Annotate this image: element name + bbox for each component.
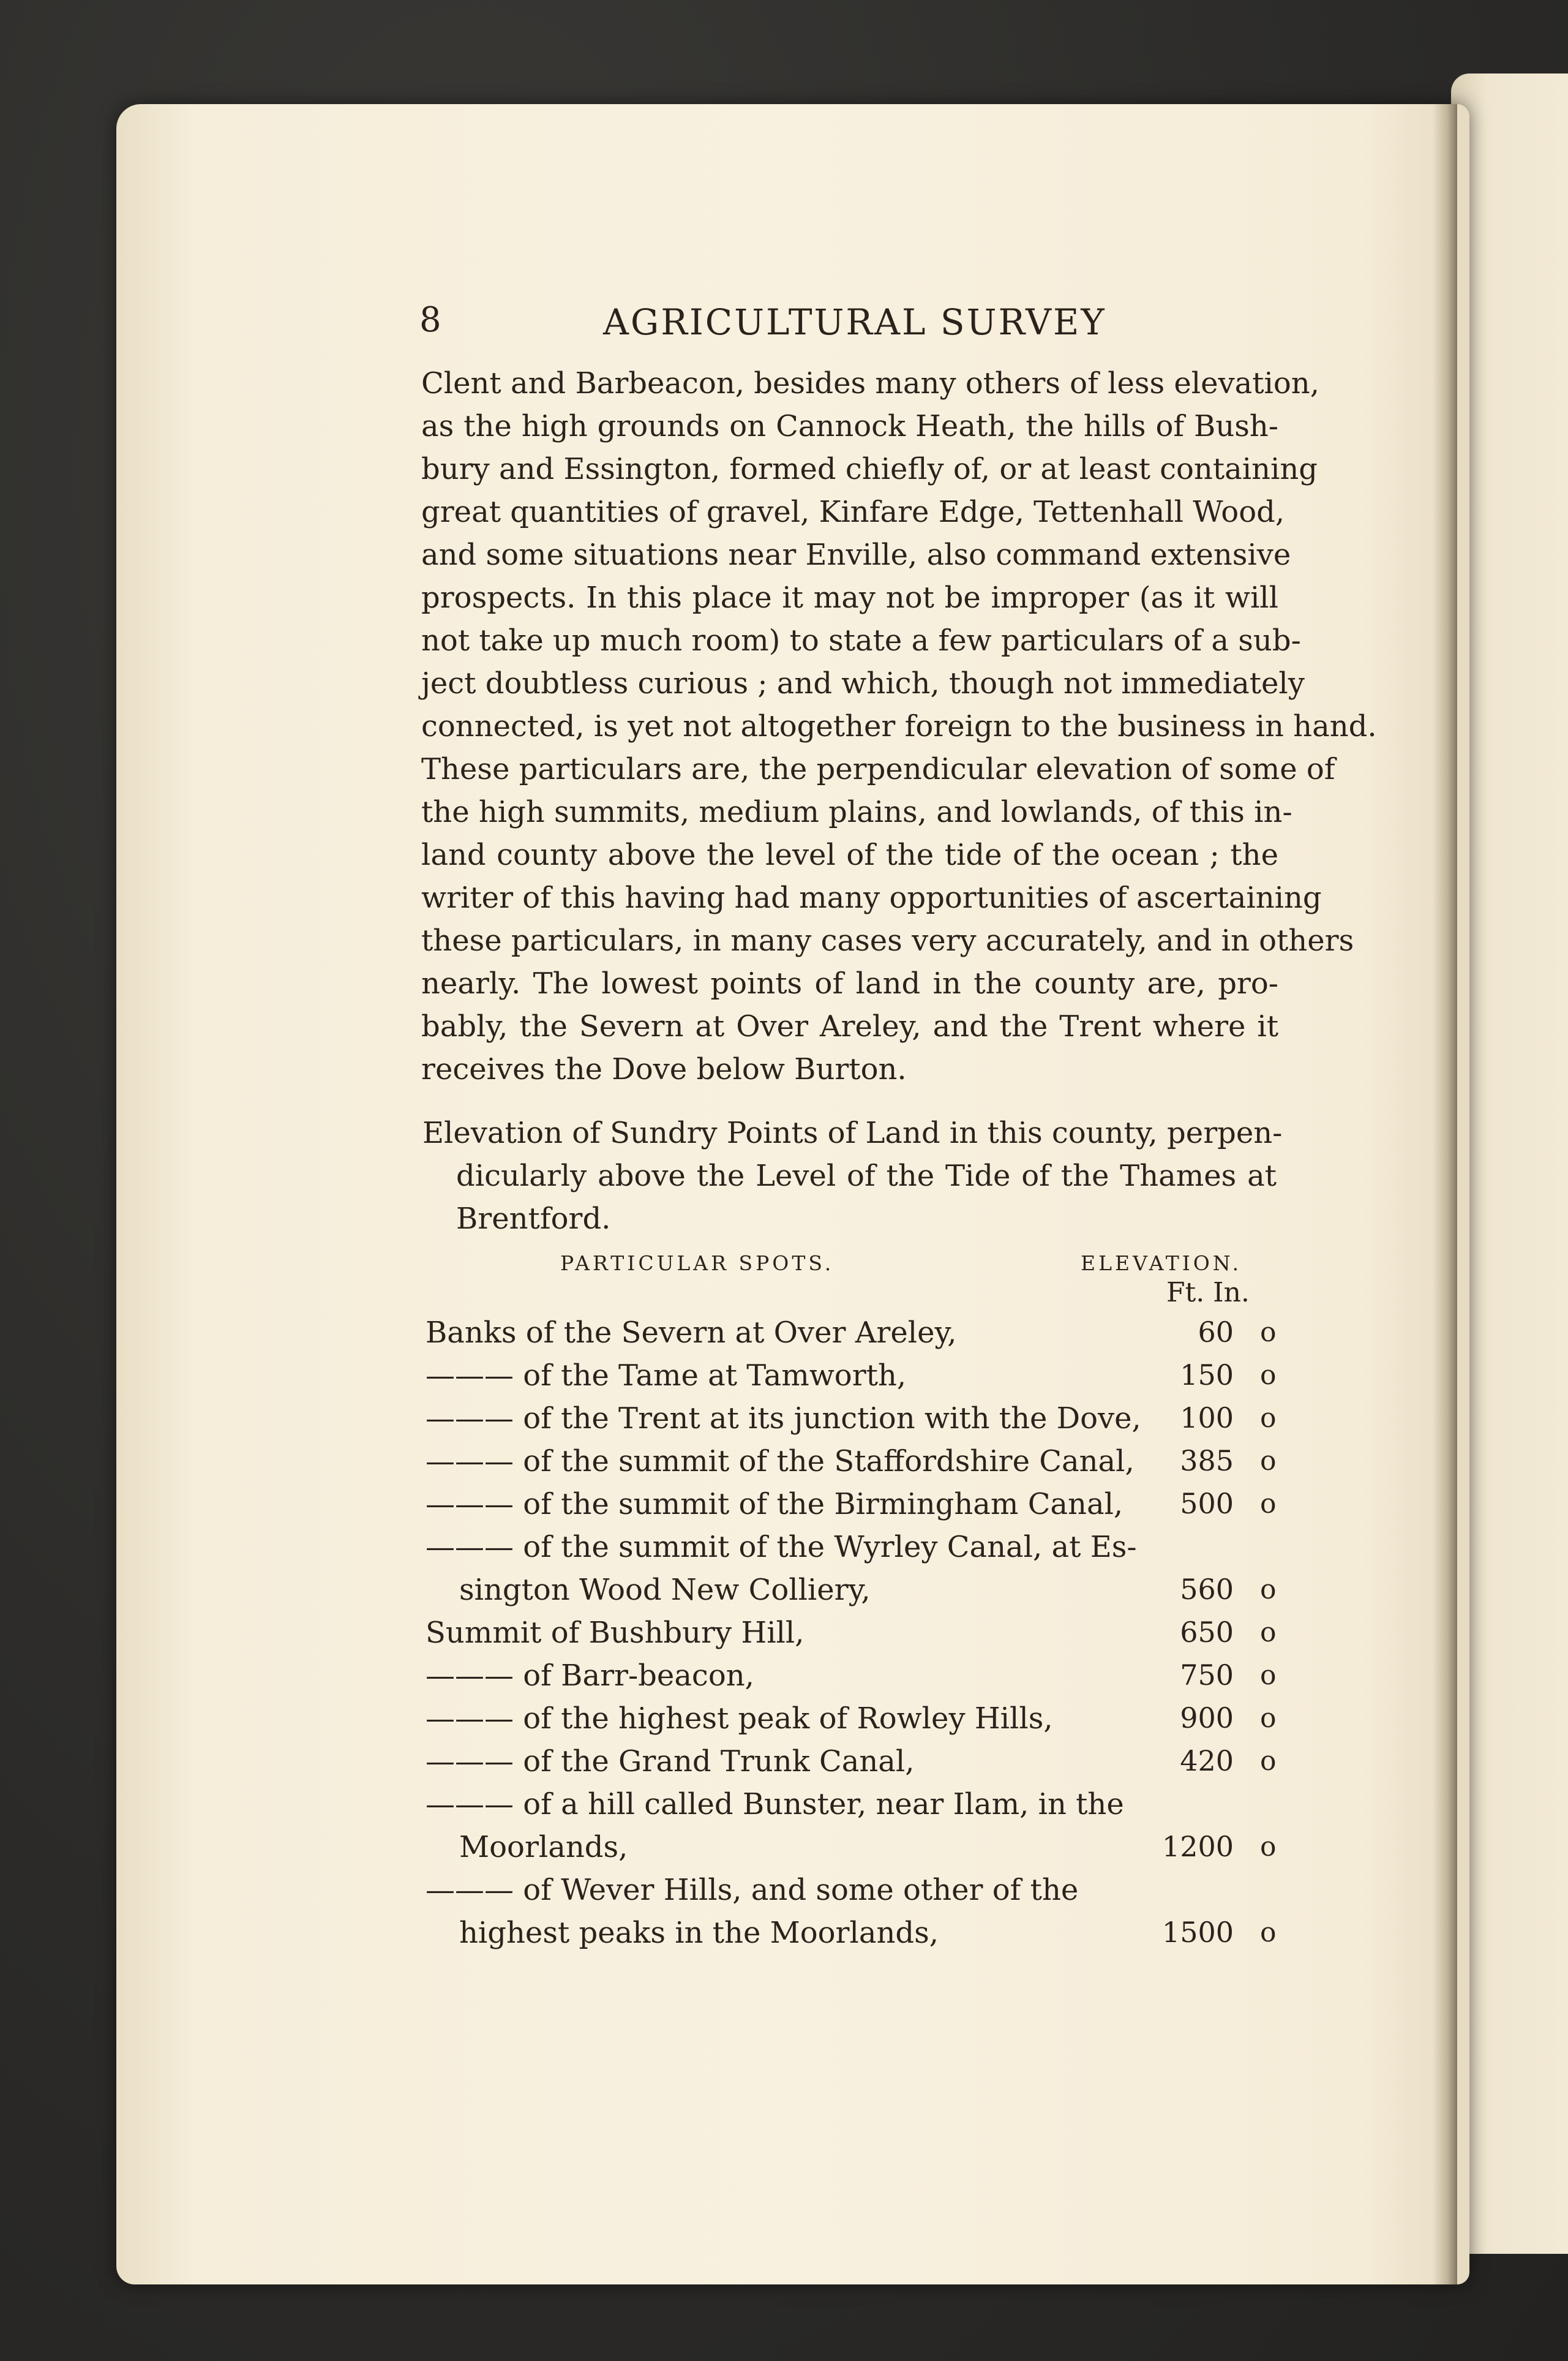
- body-line: prospects. In this place it may not be improper (as it will: [421, 581, 1278, 615]
- body-line: bury and Essington, formed chiefly of, or at least containing: [421, 452, 1318, 486]
- body-line: land county above the level of the tide of the ocean ; the: [421, 838, 1278, 872]
- table-row-feet: 60: [1198, 1316, 1234, 1349]
- table-row-label: ——— of the Tame at Tamworth,: [426, 1358, 907, 1393]
- body-line: connected, is yet not altogether foreign to the business in hand.: [421, 709, 1377, 744]
- table-row-inches: o: [1260, 1317, 1277, 1348]
- table-row-label: ——— of the Grand Trunk Canal,: [426, 1744, 915, 1779]
- table-row-feet: 750: [1180, 1659, 1234, 1692]
- table-row-label: ——— of the summit of the Birmingham Canal,: [426, 1487, 1123, 1521]
- table-row-inches: o: [1260, 1660, 1277, 1691]
- body-line: as the high grounds on Cannock Heath, the hills of Bush-: [421, 409, 1278, 443]
- table-row-label: ——— of the Trent at its junction with the Dove,: [426, 1401, 1141, 1436]
- body-line: bably, the Severn at Over Areley, and the Trent where it: [421, 1009, 1278, 1044]
- table-row-label: Moorlands,: [459, 1830, 628, 1864]
- table-row-inches: o: [1260, 1445, 1277, 1477]
- table-row-inches: o: [1260, 1403, 1277, 1434]
- page-number: 8: [419, 300, 441, 340]
- running-title: AGRICULTURAL SURVEY: [603, 301, 1106, 343]
- body-line: great quantities of gravel, Kinfare Edge, Tettenhall Wood,: [421, 495, 1285, 529]
- table-row-label: ——— of the summit of the Wyrley Canal, at Es-: [426, 1530, 1137, 1564]
- table-row-label: Banks of the Severn at Over Areley,: [426, 1316, 957, 1350]
- table-row-label: ——— of the summit of the Staffordshire Canal,: [426, 1444, 1135, 1478]
- body-line: the high summits, medium plains, and lowlands, of this in-: [421, 795, 1292, 829]
- table-caption-line: Brentford.: [456, 1202, 611, 1236]
- table-row-feet: 500: [1180, 1487, 1234, 1520]
- body-line: ject doubtless curious ; and which, though not immediately: [421, 666, 1305, 701]
- body-line: not take up much room) to state a few particulars of a sub-: [421, 623, 1301, 658]
- table-row-label: ——— of the highest peak of Rowley Hills,: [426, 1701, 1053, 1736]
- table-caption-line: dicularly above the Level of the Tide of the Thames at: [456, 1159, 1277, 1193]
- table-row-feet: 385: [1180, 1444, 1234, 1477]
- table-row-feet: 900: [1180, 1701, 1234, 1734]
- table-row-feet: 150: [1180, 1358, 1234, 1391]
- body-line-last: receives the Dove below Burton.: [421, 1052, 907, 1086]
- table-row-feet: 100: [1180, 1401, 1234, 1434]
- body-line: and some situations near Enville, also command extensive: [421, 538, 1291, 572]
- table-row-label: ——— of Barr-beacon,: [426, 1659, 754, 1693]
- column-header-elevation: ELEVATION.: [1081, 1251, 1242, 1275]
- body-line: Clent and Barbeacon, besides many others of less elevation,: [421, 366, 1319, 401]
- table-caption-line: Elevation of Sundry Points of Land in this county, perpen-: [422, 1116, 1283, 1150]
- table-row-inches: o: [1260, 1917, 1277, 1948]
- page-gutter: [1433, 104, 1457, 2284]
- table-row-label: highest peaks in the Moorlands,: [459, 1916, 939, 1950]
- table-row-feet: 1200: [1161, 1830, 1234, 1863]
- table-row-feet: 650: [1180, 1616, 1234, 1649]
- table-row-inches: o: [1260, 1831, 1277, 1862]
- table-row-inches: o: [1260, 1360, 1277, 1391]
- table-row-label: ——— of Wever Hills, and some other of the: [426, 1873, 1079, 1907]
- table-row-feet: 420: [1180, 1744, 1234, 1777]
- table-row-inches: o: [1260, 1745, 1277, 1777]
- table-row-feet: 560: [1180, 1573, 1234, 1606]
- table-row-inches: o: [1260, 1488, 1277, 1519]
- table-row-inches: o: [1260, 1617, 1277, 1648]
- table-row-label: sington Wood New Colliery,: [459, 1573, 871, 1607]
- body-line: writer of this having had many opportunities of ascertaining: [421, 881, 1322, 915]
- body-line: These particulars are, the perpendicular elevation of some of: [421, 752, 1335, 786]
- table-row-label: Summit of Bushbury Hill,: [426, 1616, 805, 1650]
- table-row-inches: o: [1260, 1703, 1277, 1734]
- body-line: these particulars, in many cases very accurately, and in others: [421, 924, 1354, 958]
- column-header-units: Ft. In.: [1166, 1277, 1250, 1308]
- table-row-label: ——— of a hill called Bunster, near Ilam, in the: [426, 1787, 1124, 1821]
- body-line: nearly. The lowest points of land in the county are, pro-: [421, 966, 1278, 1001]
- table-row-inches: o: [1260, 1574, 1277, 1605]
- column-header-spots: PARTICULAR SPOTS.: [560, 1251, 835, 1275]
- table-row-feet: 1500: [1161, 1916, 1234, 1949]
